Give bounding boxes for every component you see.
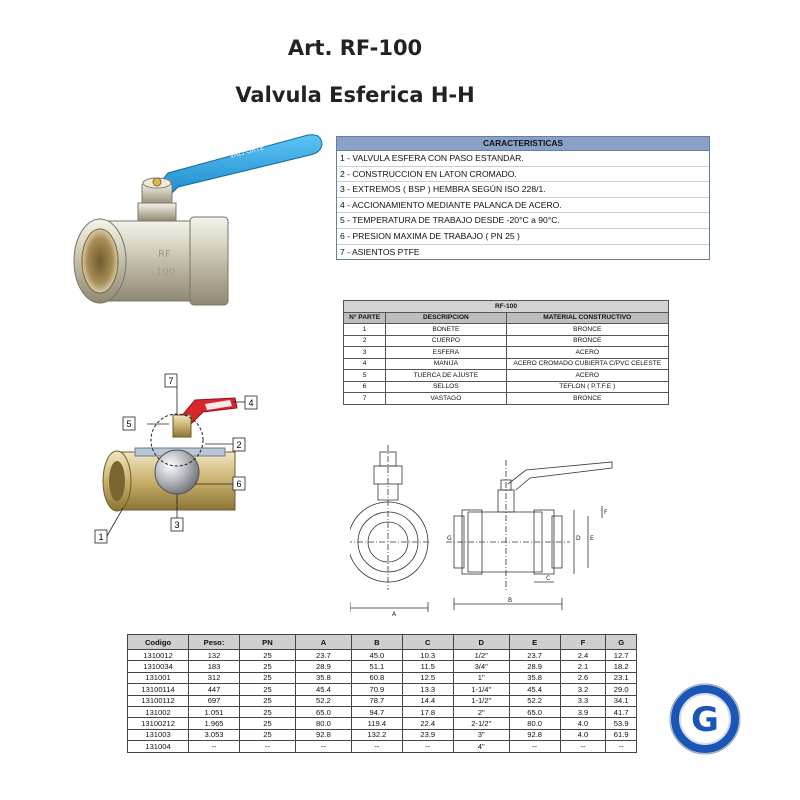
codes-header: D — [453, 635, 509, 650]
table-row: 3 ESFERA ACERO — [344, 347, 669, 359]
callout-label-7: 7 — [168, 376, 174, 386]
characteristic-item: 3 - EXTREMOS ( BSP ) HEMBRA SEGÚN ISO 228/1. — [337, 182, 709, 198]
table-cell: 92.8 — [509, 729, 560, 740]
parts-table-caption: RF-100 — [344, 301, 669, 313]
table-cell: 1-1/2" — [453, 695, 509, 706]
table-cell: 13100212 — [128, 718, 189, 729]
callout-label-2: 2 — [236, 440, 242, 450]
codes-header: C — [402, 635, 453, 650]
table-row — [128, 650, 637, 661]
table-cell: 61.9 — [606, 729, 637, 740]
logo-letter: G — [691, 700, 719, 740]
page-subtitle: Valvula Esferica H-H — [235, 83, 475, 107]
page-title: Art. RF-100 — [287, 36, 423, 60]
table-cell: 34.1 — [606, 695, 637, 706]
dim-label-d: D — [576, 535, 581, 542]
table-cell: 132 — [189, 650, 240, 661]
parts-header-description: DESCRIPCION — [386, 312, 506, 324]
parts-header-material: MATERIAL CONSTRUCTIVO — [506, 312, 669, 324]
table-cell: 2" — [453, 706, 509, 717]
table-cell: -- — [189, 741, 240, 752]
table-cell: 23.7 — [295, 650, 351, 661]
characteristic-item: 5 - TEMPERATURA DE TRABAJO DESDE -20°C a 90°C. — [337, 213, 709, 229]
codes-header: B — [351, 635, 402, 650]
table-cell: 45.4 — [295, 684, 351, 695]
table-row — [128, 684, 637, 695]
handle-brand-text: VALFORTE — [228, 143, 266, 160]
table-cell: 13.3 — [402, 684, 453, 695]
table-cell: 1310034 — [128, 661, 189, 672]
table-cell: 697 — [189, 695, 240, 706]
dim-label-c: C — [546, 575, 551, 582]
table-cell: 1.965 — [189, 718, 240, 729]
codes-header: E — [509, 635, 560, 650]
table-cell: 51.1 — [351, 661, 402, 672]
table-cell: 80.0 — [295, 718, 351, 729]
table-cell: 3" — [453, 729, 509, 740]
table-cell: 80.0 — [509, 718, 560, 729]
table-row — [128, 706, 637, 717]
table-cell: 25 — [239, 684, 295, 695]
table-cell: 119.4 — [351, 718, 402, 729]
table-cell: 52.2 — [509, 695, 560, 706]
table-cell: 12.5 — [402, 672, 453, 683]
codes-header: PN — [239, 635, 295, 650]
table-cell: 1.051 — [189, 706, 240, 717]
body-cast-text-1: RF — [158, 249, 171, 260]
characteristics-header: CARACTERISTICAS — [337, 137, 709, 151]
table-row: 1 BONETE BRONCE — [344, 324, 669, 336]
table-cell: 65.0 — [509, 706, 560, 717]
table-cell: 2.6 — [560, 672, 606, 683]
table-cell: 14.4 — [402, 695, 453, 706]
table-row: 5 TUERCA DE AJUSTE ACERO — [344, 370, 669, 382]
table-cell: 92.8 — [295, 729, 351, 740]
table-row — [128, 718, 637, 729]
technical-drawing — [350, 440, 640, 620]
table-cell: 131001 — [128, 672, 189, 683]
brand-logo — [668, 682, 742, 756]
table-cell: 13100114 — [128, 684, 189, 695]
table-cell: 70.9 — [351, 684, 402, 695]
table-cell: 3.053 — [189, 729, 240, 740]
table-cell: 3.3 — [560, 695, 606, 706]
codes-header: Peso: — [189, 635, 240, 650]
callout-label-4: 4 — [248, 398, 254, 408]
table-cell: 131003 — [128, 729, 189, 740]
dim-label-a: A — [392, 611, 397, 618]
table-cell: 41.7 — [606, 706, 637, 717]
dim-label-e: E — [590, 535, 594, 542]
valve-photo — [60, 125, 330, 310]
table-cell: 25 — [239, 706, 295, 717]
table-cell: 53.9 — [606, 718, 637, 729]
table-cell: 28.9 — [295, 661, 351, 672]
table-cell: 13100112 — [128, 695, 189, 706]
characteristic-item: 6 - PRESION MAXIMA DE TRABAJO ( PN 25 ) — [337, 229, 709, 245]
table-cell: 2.1 — [560, 661, 606, 672]
table-cell: 3.9 — [560, 706, 606, 717]
table-cell: 94.7 — [351, 706, 402, 717]
table-cell: -- — [560, 741, 606, 752]
table-cell: 23.1 — [606, 672, 637, 683]
table-cell: 2-1/2" — [453, 718, 509, 729]
table-cell: 131002 — [128, 706, 189, 717]
table-cell: 35.8 — [509, 672, 560, 683]
table-cell: 1" — [453, 672, 509, 683]
table-cell: 25 — [239, 672, 295, 683]
table-cell: 18.2 — [606, 661, 637, 672]
table-cell: 45.4 — [509, 684, 560, 695]
table-row — [128, 729, 637, 740]
callout-label-3: 3 — [174, 520, 180, 530]
table-cell: 29.0 — [606, 684, 637, 695]
table-cell: 60.8 — [351, 672, 402, 683]
callout-label-1: 1 — [98, 532, 104, 542]
characteristic-item: 2 - CONSTRUCCION EN LATON CROMADO. — [337, 167, 709, 183]
table-cell: 1310012 — [128, 650, 189, 661]
dim-label-b: B — [508, 597, 513, 604]
table-cell: 52.2 — [295, 695, 351, 706]
parts-table — [343, 300, 669, 405]
table-cell: 11.5 — [402, 661, 453, 672]
table-cell: -- — [295, 741, 351, 752]
table-cell: 12.7 — [606, 650, 637, 661]
dim-label-g: G — [447, 535, 452, 542]
table-cell: 28.9 — [509, 661, 560, 672]
table-cell: 22.4 — [402, 718, 453, 729]
table-cell: 447 — [189, 684, 240, 695]
table-cell: 17.8 — [402, 706, 453, 717]
table-cell: 25 — [239, 729, 295, 740]
table-cell: -- — [239, 741, 295, 752]
characteristics-box — [336, 136, 710, 260]
cutaway-diagram — [85, 360, 295, 560]
table-cell: 132.2 — [351, 729, 402, 740]
table-row — [128, 661, 637, 672]
table-cell: 131004 — [128, 741, 189, 752]
table-row — [128, 741, 637, 752]
table-row — [128, 672, 637, 683]
table-row: 4 MANIJA ACERO CROMADO CUBIERTA C/PVC CELESTE — [344, 358, 669, 370]
table-cell: 183 — [189, 661, 240, 672]
table-cell: 65.0 — [295, 706, 351, 717]
table-cell: 4" — [453, 741, 509, 752]
characteristic-item: 7 - ASIENTOS PTFE — [340, 246, 420, 257]
body-cast-text-2: 100 — [156, 267, 176, 278]
table-cell: 10.3 — [402, 650, 453, 661]
table-cell: 25 — [239, 695, 295, 706]
codes-header: Codigo — [128, 635, 189, 650]
callout-label-6: 6 — [236, 479, 242, 489]
characteristic-item: 4 - ACCIONAMIENTO MEDIANTE PALANCA DE ACERO. — [337, 198, 709, 214]
table-cell: 4.0 — [560, 729, 606, 740]
table-cell: 25 — [239, 650, 295, 661]
table-cell: 23.9 — [402, 729, 453, 740]
table-cell: 3/4" — [453, 661, 509, 672]
table-row — [128, 695, 637, 706]
codes-header: F — [560, 635, 606, 650]
table-row: 2 CUERPO BRONCE — [344, 335, 669, 347]
dim-label-f: F — [604, 509, 608, 516]
table-row: 7 VASTAGO BRONCE — [344, 393, 669, 405]
characteristic-item: 1 - VALVULA ESFERA CON PASO ESTANDAR. — [337, 151, 709, 167]
table-row: 6 SELLOS TEFLON ( P.T.F.E ) — [344, 381, 669, 393]
table-cell: -- — [606, 741, 637, 752]
table-cell: 45.0 — [351, 650, 402, 661]
table-cell: -- — [509, 741, 560, 752]
table-cell: 78.7 — [351, 695, 402, 706]
table-cell: 23.7 — [509, 650, 560, 661]
table-cell: -- — [402, 741, 453, 752]
codes-header: A — [295, 635, 351, 650]
table-cell: 1/2" — [453, 650, 509, 661]
table-cell: 25 — [239, 718, 295, 729]
table-cell: 25 — [239, 661, 295, 672]
table-cell: 4.0 — [560, 718, 606, 729]
codes-header: G — [606, 635, 637, 650]
table-cell: 312 — [189, 672, 240, 683]
table-cell: -- — [351, 741, 402, 752]
codes-table — [127, 634, 637, 753]
callout-label-5: 5 — [126, 419, 132, 429]
parts-header-number: N° PARTE — [344, 312, 386, 324]
table-cell: 35.8 — [295, 672, 351, 683]
table-cell: 1-1/4" — [453, 684, 509, 695]
table-cell: 3.2 — [560, 684, 606, 695]
table-cell: 2.4 — [560, 650, 606, 661]
